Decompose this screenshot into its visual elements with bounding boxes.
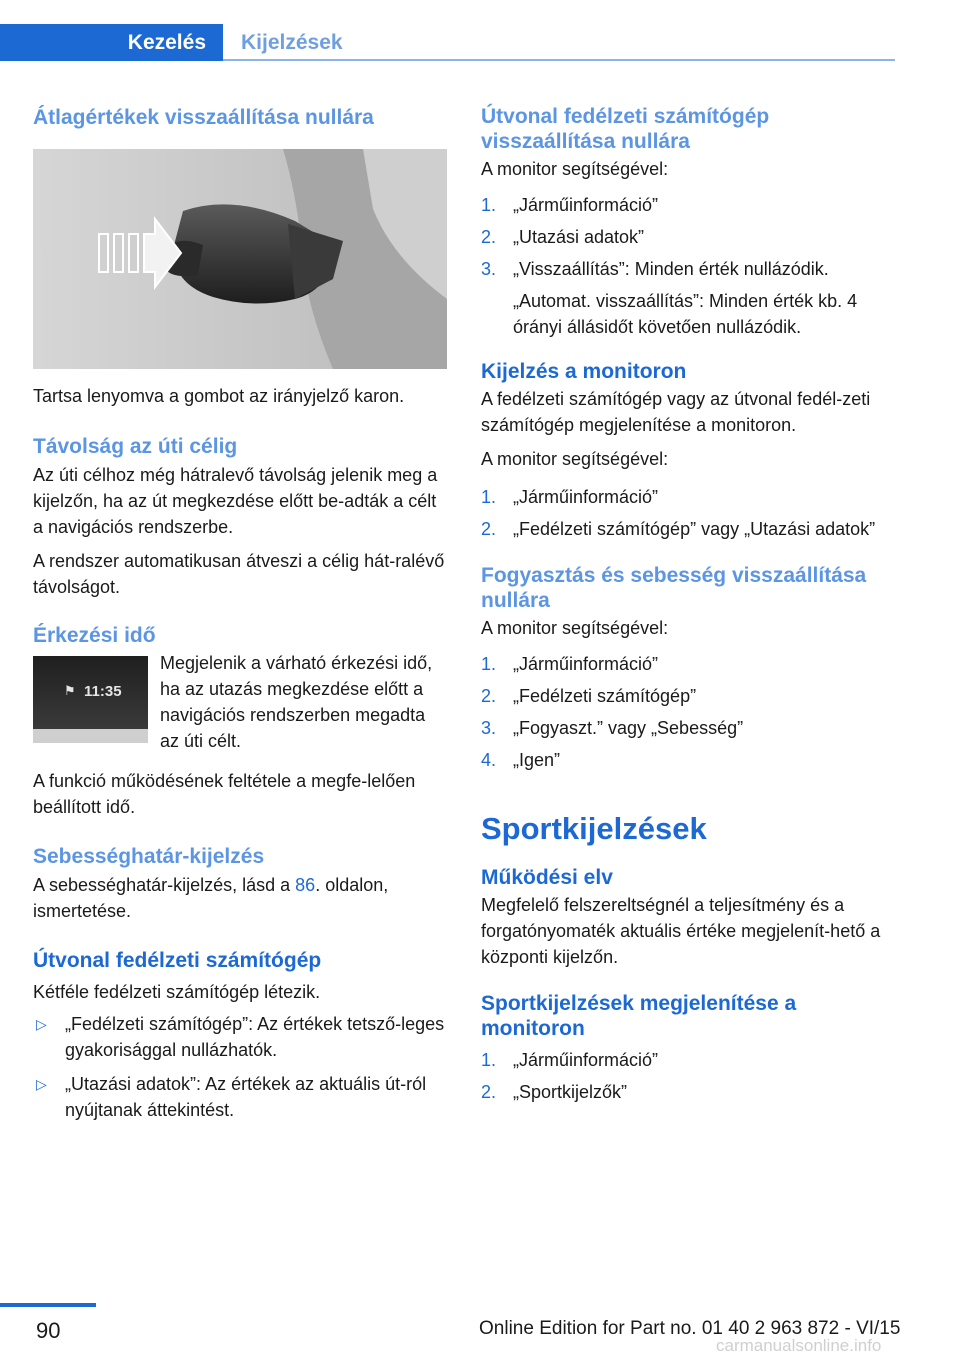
tab-kezeles[interactable]: Kezelés (0, 24, 223, 61)
monitor-display-steps (481, 484, 893, 542)
list-item: ▷ „Fedélzeti számítógép”: Az értékek tetsző-leges gyakorisággal nullázhatók. (33, 1011, 447, 1063)
triangle-bullet-icon: ▷ (36, 1076, 47, 1092)
right-column (481, 100, 893, 1105)
list-item: 2. „Utazási adatok” (481, 227, 645, 247)
left-column (33, 100, 447, 1123)
list-item: 1. „Járműinformáció” (481, 654, 659, 674)
trip-computer-bullets (33, 1011, 447, 1123)
trip-reset-steps (481, 192, 893, 282)
list-item: 1. „Járműinformáció” (481, 195, 659, 215)
page-number: 90 (36, 1318, 61, 1343)
stalk-illustration (33, 149, 447, 369)
trip-computer-intro: Kétféle fedélzeti számítógép létezik. (33, 982, 321, 1002)
consumption-reset-steps (481, 651, 893, 773)
speed-limit-paragraph (33, 872, 447, 924)
speed-limit-text-pre: A sebességhatár-kijelzés, lásd a (33, 875, 296, 895)
list-item: 2. „Fedélzeti számítógép” vagy „Utazási adatok” (481, 519, 876, 539)
triangle-bullet-icon: ▷ (36, 1016, 47, 1032)
chapter-title-sport-displays: Sportkijelzések (481, 811, 707, 846)
list-item: 1. „Járműinformáció” (481, 1050, 659, 1070)
section-title-monitor-display: Kijelzés a monitoron (481, 360, 687, 383)
section-title-speed-limit: Sebességhatár-kijelzés (33, 845, 265, 868)
section-title-trip-reset: Útvonal fedélzeti számítógép visszaállítása nullára (481, 105, 770, 153)
list-item: 3. „Visszaállítás”: Minden érték nullázódik. (481, 259, 829, 279)
speed-limit-text-post: . oldalon, ismertetése. (33, 875, 389, 921)
principle-paragraph: Megfelelő felszereltségnél a teljesítmény és a forgatónyomaték aktuális értéke megjelenít-hető a központi kijelzőn. (481, 895, 881, 967)
arrival-time-display-figure (33, 656, 148, 743)
section-title-trip-computer: Útvonal fedélzeti számítógép (33, 949, 322, 972)
trip-reset-note: „Automat. visszaállítás”: Minden érték kb. 4 órányi állásidőt követően nullázódik. (513, 291, 858, 337)
arrival-paragraph-2: A funkció működésének feltétele a megfe-lelően beállított idő. (33, 771, 416, 817)
consumption-reset-intro: A monitor segítségével: (481, 618, 669, 638)
section-title-distance: Távolság az úti célig (33, 435, 238, 458)
list-item: 1. „Járműinformáció” (481, 487, 659, 507)
list-item: 3. „Fogyaszt.” vagy „Sebesség” (481, 718, 744, 738)
section-title-reset-averages: Átlagértékek visszaállítása nullára (33, 106, 374, 129)
list-item: 2. „Fedélzeti számítógép” (481, 686, 697, 706)
page-number-bar (0, 1303, 96, 1307)
turn-signal-stalk-figure (33, 149, 447, 369)
monitor-display-paragraph: A fedélzeti számítógép vagy az útvonal fedél-zeti számítógép megjelenítése a monitoron. (481, 389, 871, 435)
list-item: 2. „Sportkijelzők” (481, 1082, 628, 1102)
flag-icon: ⚑ (64, 683, 76, 698)
arrival-paragraph-1: Megjelenik a várható érkezési idő, ha az utazás megkezdése előtt a navigációs rendszerben megadta az úti célt. (160, 653, 433, 751)
distance-paragraph-2: A rendszer automatikusan átveszi a célig hát-ralévő távolságot. (33, 551, 445, 597)
section-title-consumption-reset: Fogyasztás és sebesség visszaállítása nullára (481, 564, 867, 612)
monitor-display-intro: A monitor segítségével: (481, 449, 669, 469)
header-rule (223, 59, 895, 61)
stalk-caption: Tartsa lenyomva a gombot az irányjelző karon. (33, 386, 405, 406)
sport-display-steps (481, 1047, 893, 1105)
tab-kijelzesek[interactable]: Kijelzések (241, 30, 343, 54)
trip-reset-intro: A monitor segítségével: (481, 159, 669, 179)
watermark: carmanualsonline.info (716, 1336, 882, 1355)
distance-paragraph-1: Az úti célhoz még hátralevő távolság jelenik meg a kijelzőn, ha az út megkezdése előtt be-adták a célt a navigációs rendszerbe. (33, 465, 438, 537)
arrival-clock-value: 11:35 (84, 683, 122, 700)
section-title-principle: Működési elv (481, 866, 613, 889)
list-item: ▷ „Utazási adatok”: Az értékek az aktuális út-ról nyújtanak áttekintést. (33, 1071, 447, 1123)
section-title-sport-display-monitor: Sportkijelzések megjelenítése a monitoron (481, 992, 797, 1040)
page-link-86[interactable]: 86 (295, 875, 316, 895)
list-item: 4. „Igen” (481, 750, 561, 770)
edition-footer: Online Edition for Part no. 01 40 2 963 872 - VI/15 (479, 1318, 901, 1339)
section-title-arrival-time: Érkezési idő (33, 624, 156, 647)
page-header (0, 0, 960, 62)
arrival-time-block (33, 653, 447, 754)
